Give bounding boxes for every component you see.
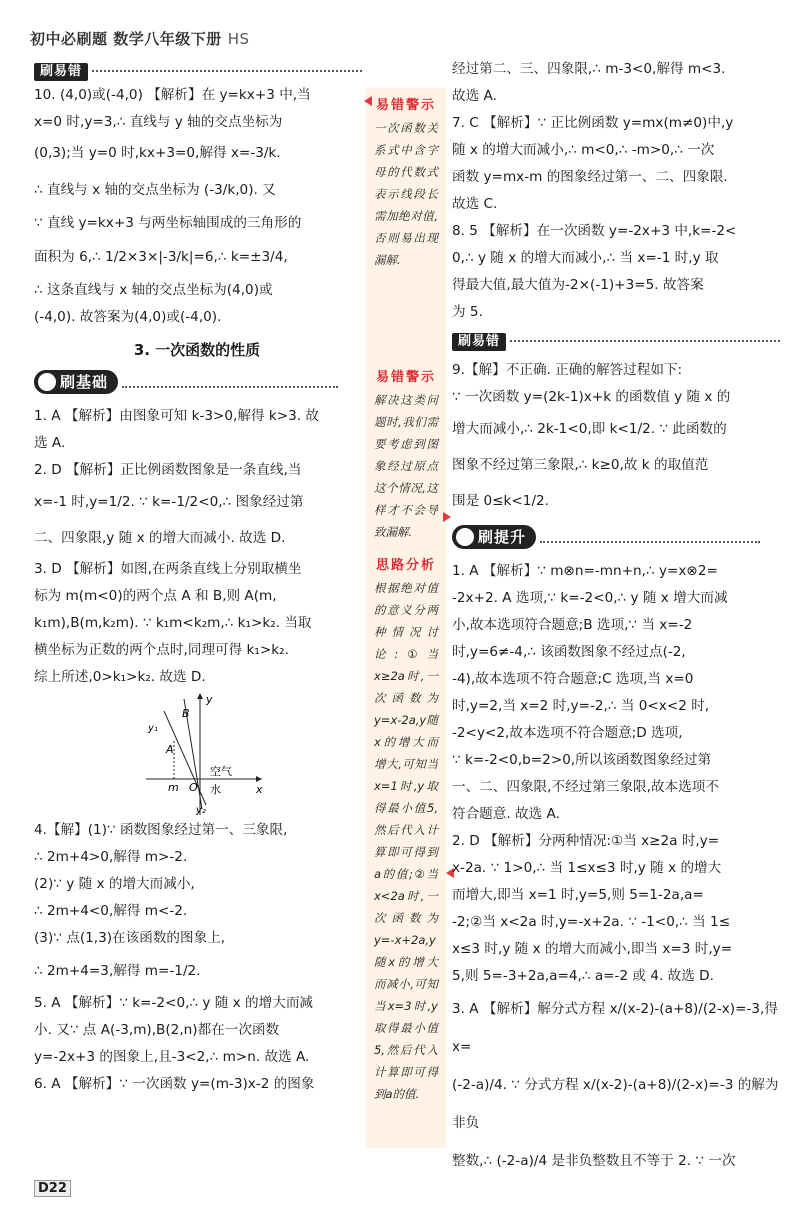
question-9 bbox=[452, 357, 782, 519]
adv-q2-line: 5,则 5=-3+2a,a=4,∴ a=-2 或 4. 故选 D. bbox=[452, 968, 714, 984]
q7-line: 7. C 【解析】∵ 正比例函数 y=mx(m≠0)中,y bbox=[452, 115, 734, 131]
question-1-advanced bbox=[452, 558, 782, 828]
note-thinking-analysis bbox=[366, 548, 446, 1105]
shua-ti-sheng-tag: 刷提升 bbox=[452, 525, 536, 549]
note-title: 易错警示 bbox=[375, 370, 436, 385]
q5-line: y=-2x+3 的图象上,且-3<2,∴ m>n. 故选 A. bbox=[34, 1049, 310, 1065]
left-column bbox=[34, 64, 360, 1098]
adv-q1-line: 符合题意. 故选 A. bbox=[452, 806, 560, 822]
question-6 bbox=[34, 1071, 360, 1098]
q3-line: 综上所述,0>k₁>k₂. 故选 D. bbox=[34, 669, 206, 685]
dotted-divider bbox=[510, 340, 780, 342]
book-title: 初中必刷题 数学八年级下册 bbox=[30, 30, 222, 48]
q10-line: (-4,0). 故答案为(4,0)或(-4,0). bbox=[34, 309, 222, 325]
q9-line: 图象不经过第三象限,∴ k≥0,故 k 的取值范 bbox=[452, 457, 709, 473]
arrow-left-icon bbox=[364, 96, 372, 106]
q2-line: 2. D 【解析】正比例函数图象是一条直线,当 bbox=[34, 462, 302, 478]
fig-label-y: y bbox=[206, 693, 213, 706]
adv-q1-line: 时,y=2,当 x=2 时,y=-2,∴ 当 0<x<2 时, bbox=[452, 698, 710, 714]
q7-line: 随 x 的增大而减小,∴ m<0,∴ -m>0,∴ 一次 bbox=[452, 142, 715, 158]
question-2-advanced bbox=[452, 828, 782, 990]
shua-yi-cuo-tag: 刷易错 bbox=[34, 63, 88, 81]
q3-line: 横坐标为正数的两个点时,同理可得 k₁>k₂. bbox=[34, 642, 289, 658]
q10-line: 10. (4,0)或(-4,0) 【解析】在 y=kx+3 中,当 bbox=[34, 87, 311, 103]
adv-q2-line: x≤3 时,y 随 x 的增大而减小,即当 x=3 时,y= bbox=[452, 941, 733, 957]
adv-q1-line: -2<y<2,故本选项不符合题意;D 选项, bbox=[452, 725, 683, 741]
question-10 bbox=[34, 82, 360, 331]
adv-q3-line: (-2-a)/4. ∵ 分式方程 x/(x-2)-(a+8)/(2-x)=-3 的解为非负 bbox=[452, 1077, 779, 1131]
q8-line: 得最大值,最大值为-2×(-1)+3=5. 故答案 bbox=[452, 277, 704, 293]
adv-q3-line: 整数,∴ (-2-a)/4 是非负整数且不等于 2. ∵ 一次 bbox=[452, 1153, 736, 1169]
note-error-warning-1 bbox=[366, 88, 446, 271]
adv-q1-line: -2x+2. A 选项,∵ k=-2<0,∴ y 随 x 增大而减 bbox=[452, 590, 728, 606]
note-error-warning-2 bbox=[366, 360, 446, 543]
page-number: D22 bbox=[34, 1180, 71, 1197]
question-1 bbox=[34, 403, 360, 457]
q4-line: (3)∵ 点(1,3)在该函数的图象上, bbox=[34, 930, 226, 946]
adv-q1-line: 一、二、四象限,不经过第三象限,故本选项不 bbox=[452, 779, 719, 795]
q5-line: 5. A 【解析】∵ k=-2<0,∴ y 随 x 的增大而减 bbox=[34, 995, 314, 1011]
q3-figure bbox=[34, 691, 360, 817]
page-header bbox=[30, 28, 250, 49]
fig-label-y1: y₁ bbox=[148, 723, 158, 734]
section-title: 3. 一次函数的性质 bbox=[133, 341, 261, 359]
fig-label-B: B bbox=[182, 707, 190, 720]
badge-icon bbox=[38, 373, 56, 391]
q10-line: 面积为 6,∴ 1/2×3×|-3/k|=6,∴ k=±3/4, bbox=[34, 249, 288, 265]
adv-q1-line: 1. A 【解析】∵ m⊗n=-mn+n,∴ y=x⊗2= bbox=[452, 563, 718, 579]
q4-line: (2)∵ y 随 x 的增大而减小, bbox=[34, 876, 195, 892]
question-4 bbox=[34, 817, 360, 990]
q9-line: ∵ 一次函数 y=(2k-1)x+k 的函数值 y 随 x 的 bbox=[452, 389, 731, 405]
adv-q1-line: ∵ k=-2<0,b=2>0,所以该函数图象经过第 bbox=[452, 752, 712, 768]
q4-line: ∴ 2m+4=3,解得 m=-1/2. bbox=[34, 963, 201, 979]
y-arrow-icon bbox=[197, 693, 203, 699]
fig-label-x: x bbox=[256, 783, 263, 796]
q9-line: 增大而减小,∴ 2k-1<0,即 k<1/2. ∵ 此函数的 bbox=[452, 421, 727, 437]
question-8 bbox=[452, 218, 782, 326]
q9-line: 9.【解】不正确. 正确的解答过程如下: bbox=[452, 362, 683, 378]
q10-line: ∵ 直线 y=kx+3 与两坐标轴围成的三角形的 bbox=[34, 215, 302, 231]
question-7 bbox=[452, 110, 782, 218]
q8-line: 8. 5 【解析】在一次函数 y=-2x+3 中,k=-2< bbox=[452, 223, 737, 239]
q1-line: 1. A 【解析】由图象可知 k-3>0,解得 k>3. 故 bbox=[34, 408, 320, 424]
q2-line: x=-1 时,y=1/2. ∵ k=-1/2<0,∴ 图象经过第 bbox=[34, 494, 304, 510]
q6-cont-line: 故选 A. bbox=[452, 88, 497, 104]
question-6-cont bbox=[452, 56, 782, 110]
q10-line: (0,3);当 y=0 时,kx+3=0,解得 x=-3/k. bbox=[34, 145, 281, 161]
note-text: 根据绝对值的意义分两种情况讨论:①当x≥2a时,一次函数为y=x-2a,y随x的增大而增大,可知当x=1时,y取得最小值5,然后代入计算即可得到a的值;②当x<2a时,一次函数为y=-x+2a,y随x的增大而减小,可知当x=3时,y取得最小值5,然后代入计算即可得到a的值. bbox=[374, 581, 438, 1101]
edition-label: HS bbox=[227, 30, 250, 48]
q3-line: 标为 m(m<0)的两个点 A 和 B,则 A(m, bbox=[34, 588, 277, 604]
adv-q1-line: 小,故本选项符合题意;B 选项,∵ 当 x=-2 bbox=[452, 617, 693, 633]
margin-notes bbox=[366, 88, 446, 1148]
fig-label-m: m bbox=[168, 781, 179, 794]
x-arrow-icon bbox=[256, 776, 262, 782]
q7-line: 故选 C. bbox=[452, 196, 498, 212]
q6-cont-line: 经过第二、三、四象限,∴ m-3<0,解得 m<3. bbox=[452, 61, 726, 77]
dotted-divider bbox=[540, 541, 760, 543]
adv-q1-line: -4),故本选项不符合题意;C 选项,当 x=0 bbox=[452, 671, 694, 687]
adv-q3-line: 3. A 【解析】解分式方程 x/(x-2)-(a+8)/(2-x)=-3,得 x= bbox=[452, 1001, 778, 1055]
q9-line: 围是 0≤k<1/2. bbox=[452, 493, 550, 509]
q10-line: ∴ 这条直线与 x 轴的交点坐标为(4,0)或 bbox=[34, 282, 273, 298]
q2-line: 二、四象限,y 随 x 的增大而减小. 故选 D. bbox=[34, 530, 286, 546]
q6-line: 6. A 【解析】∵ 一次函数 y=(m-3)x-2 的图象 bbox=[34, 1076, 315, 1092]
question-2 bbox=[34, 457, 360, 556]
q4-line: 4.【解】(1)∵ 函数图象经过第一、三象限, bbox=[34, 822, 288, 838]
note-title: 思路分析 bbox=[375, 558, 436, 573]
note-text: 一次函数关系式中含字母的代数式表示线段长需加绝对值,否则易出现漏解. bbox=[374, 121, 438, 267]
adv-q2-line: -2;②当 x<2a 时,y=-x+2a. ∵ -1<0,∴ 当 1≤ bbox=[452, 914, 731, 930]
shua-ji-chu-tag: 刷基础 bbox=[34, 370, 118, 394]
right-column bbox=[452, 56, 782, 1180]
question-3-advanced bbox=[452, 990, 782, 1180]
q4-line: ∴ 2m+4<0,解得 m<-2. bbox=[34, 903, 188, 919]
q10-line: ∴ 直线与 x 轴的交点坐标为 (-3/k,0). 又 bbox=[34, 182, 276, 198]
arrow-right-icon bbox=[443, 512, 451, 522]
question-3 bbox=[34, 556, 360, 691]
note-text: 解决这类问题时,我们需要考虑到图象经过原点这个情况,这样才不会导致漏解. bbox=[374, 393, 438, 539]
note-title: 易错警示 bbox=[375, 98, 436, 113]
adv-q2-line: 而增大,即当 x=1 时,y=5,则 5=1-2a,a= bbox=[452, 887, 704, 903]
shua-yi-cuo-header bbox=[34, 58, 362, 85]
dotted-divider bbox=[122, 386, 338, 388]
dotted-divider bbox=[92, 70, 362, 72]
q3-line: 3. D 【解析】如图,在两条直线上分别取横坐 bbox=[34, 561, 302, 577]
fig-label-O: O bbox=[189, 781, 198, 794]
adv-q2-line: x-2a. ∵ 1>0,∴ 当 1≤x≤3 时,y 随 x 的增大 bbox=[452, 860, 722, 876]
q7-line: 函数 y=mx-m 的图象经过第一、二、四象限. bbox=[452, 169, 728, 185]
fig-label-A: A bbox=[166, 743, 174, 756]
adv-q2-line: 2. D 【解析】分两种情况:①当 x≥2a 时,y= bbox=[452, 833, 720, 849]
fig-label-air: 空气 bbox=[210, 765, 232, 778]
shua-yi-cuo-header-right bbox=[452, 328, 782, 355]
question-5 bbox=[34, 990, 360, 1071]
coordinate-figure bbox=[34, 691, 360, 817]
badge-icon bbox=[456, 528, 474, 546]
q4-line: ∴ 2m+4>0,解得 m>-2. bbox=[34, 849, 188, 865]
q8-line: 0,∴ y 随 x 的增大而减小,∴ 当 x=-1 时,y 取 bbox=[452, 250, 719, 266]
q8-line: 为 5. bbox=[452, 304, 483, 320]
shua-ti-sheng-header bbox=[452, 525, 782, 556]
adv-q1-line: 时,y=6≠-4,∴ 该函数图象不经过点(-2, bbox=[452, 644, 686, 660]
shua-yi-cuo-tag: 刷易错 bbox=[452, 333, 506, 351]
fig-label-y2: y₂ bbox=[196, 805, 206, 816]
q1-line: 选 A. bbox=[34, 435, 66, 451]
q3-line: k₁m),B(m,k₂m). ∵ k₁m<k₂m,∴ k₁>k₂. 当取 bbox=[34, 615, 312, 631]
q10-line: x=0 时,y=3,∴ 直线与 y 轴的交点坐标为 bbox=[34, 114, 283, 130]
fig-label-water: 水 bbox=[210, 783, 221, 796]
shua-ji-chu-header bbox=[34, 370, 360, 401]
q5-line: 小. 又∵ 点 A(-3,m),B(2,n)都在一次函数 bbox=[34, 1022, 280, 1038]
